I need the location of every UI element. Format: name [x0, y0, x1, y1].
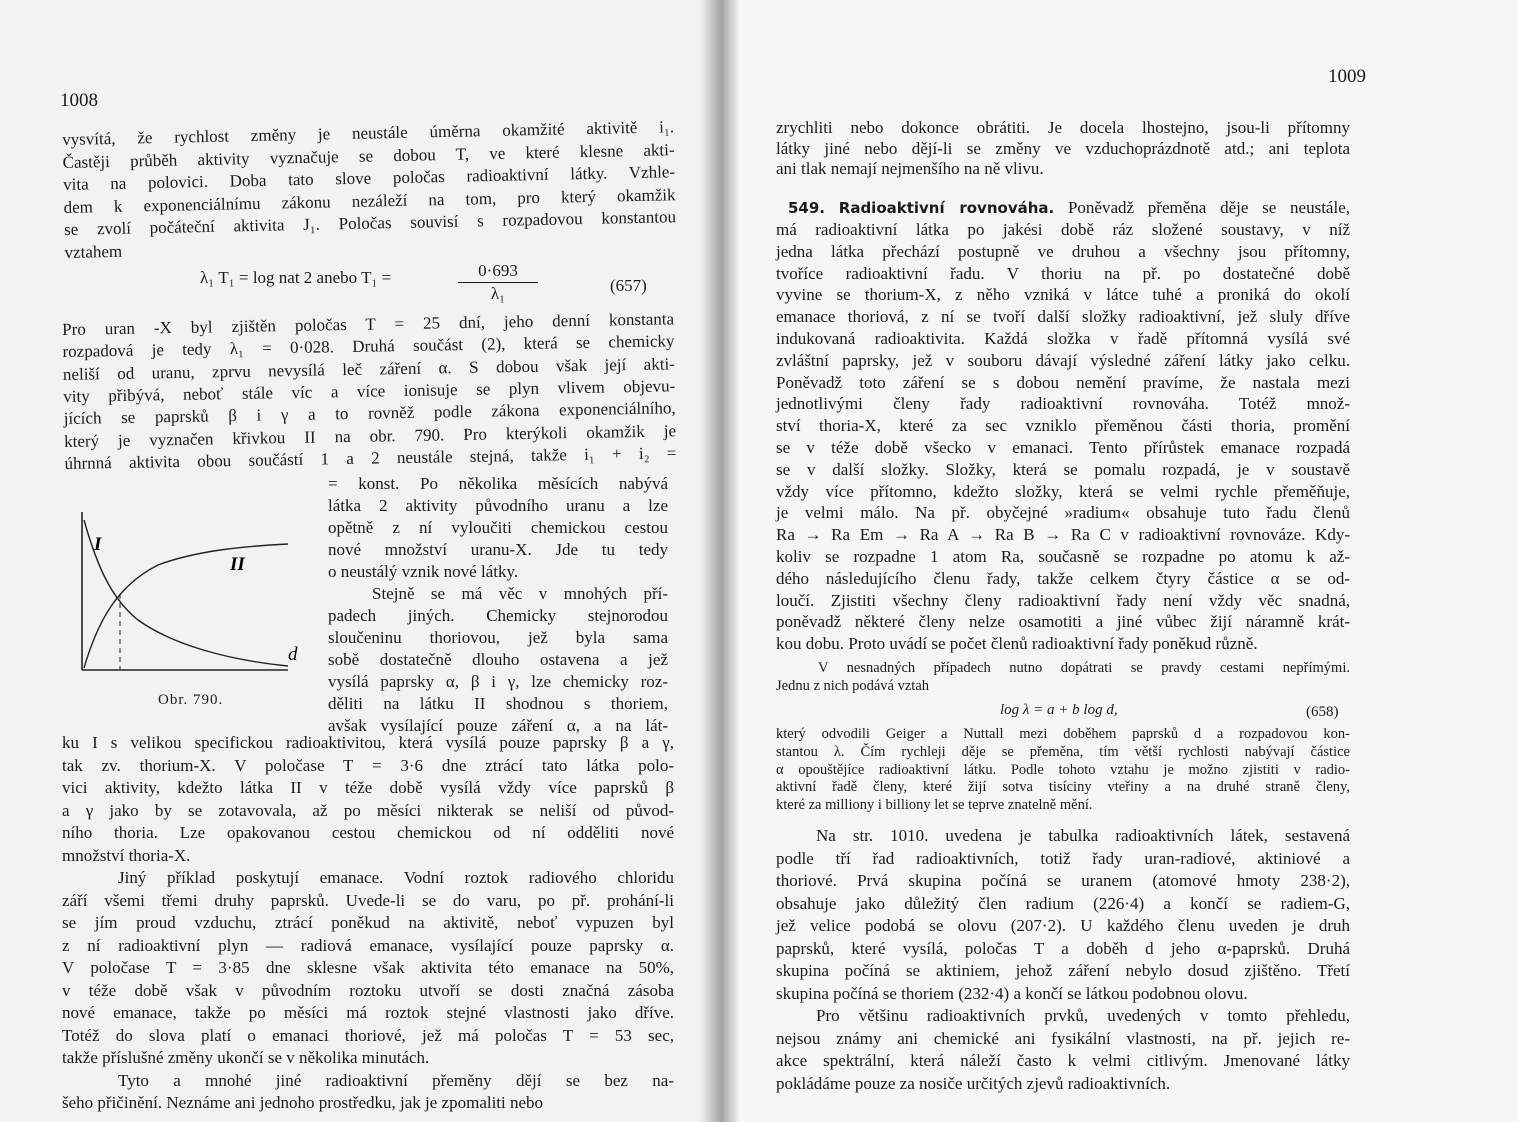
text-line: avšak vysílající pouze záření α, a na lát-	[328, 716, 668, 735]
text-line: které za milliony i billiony let se teprve znatelně mění.	[776, 797, 1093, 814]
right-page	[724, 0, 1518, 1122]
text-line: vztahem	[64, 241, 123, 262]
text-line: Poněvadž toto záření se s dobou nemění pravíme, že nastala mezi	[776, 372, 1350, 392]
text-line: akce spektrální, která náleží často k velmi citlivým. Jmenované látky	[776, 1051, 1350, 1070]
book-gutter	[700, 0, 740, 1122]
text-line: koliv se rozpadne 1 atom Ra, současně se rozpadne po atomu k až-	[776, 547, 1350, 566]
text-line: aktivní řadě členy, které žijí sotva tisíciny vteřiny a na druhé straně členy,	[776, 779, 1350, 796]
text-line: paprsků, které vysílá, poločas T a doběh d jeho α-paprsků. Druhá	[776, 938, 1350, 958]
equation-lhs: λ₁ T₁ = log nat 2 anebo T₁ =	[200, 268, 392, 287]
text-line: pokládáme pouze za nosiče určitých zjevů radioaktivních.	[776, 1073, 1171, 1093]
text-line: vyvine se thorium-X, z něho vzniká v látce tuhé a proniká do okolí	[776, 285, 1350, 305]
text-line: α opouštějíce radioaktivní látku. Podle tohoto vztahu je možno zjistiti v radio-	[776, 761, 1350, 778]
text-line: úhrnná aktivita obou součástí 1 a 2 neustále stejná, takže i₁ + i₂ =	[64, 443, 677, 473]
text-line: takže příslušné změny ukončí se v několika minutách.	[62, 1048, 430, 1067]
text-line: ani tlak nemají nejmenšího na ně vlivu.	[776, 159, 1044, 178]
text-line: zrychliti nebo dokonce obrátiti. Je docela lhostejno, jsou-li přítomny	[776, 118, 1350, 137]
text-line: tvoříce radioaktivní řadu. V thoriu na př. po dostatečné době	[776, 263, 1350, 283]
text-line: rozpadová je tedy λ₁ = 0·028. Druhá součást (2), která se chemicky	[62, 331, 675, 362]
text-line: Pro většinu radioaktivních prvků, uvedených v tomto přehledu,	[816, 1006, 1350, 1025]
text-line: opětně z ní vyloučiti chemickou cestou	[328, 518, 668, 537]
text-line: vždy více přítomno, kdežto složky, která se velmi rychle přeměňuje,	[776, 481, 1350, 501]
text-line: Stejně se má věc v mnohých pří-	[372, 584, 668, 603]
equation-numerator: 0·693	[458, 260, 538, 283]
text-line: indukovaná radioaktivita. Každá složka v řadě přítomná vysílá své	[776, 329, 1350, 348]
text-line: Tyto a mnohé jiné radioaktivní přeměny dějí se bez na-	[118, 1070, 674, 1090]
text-line: loučí. Zjistiti všechny členy radioaktivní řady není vždy věc snadná,	[776, 590, 1350, 610]
text-line: který odvodili Geiger a Nuttall mezi doběhem paprsků d a rozpadovou kon-	[776, 726, 1350, 742]
section-heading-line	[788, 198, 1350, 218]
equation-number: (657)	[610, 276, 647, 295]
text-line: ku I s velikou specifickou radioaktivitou, která vysílá pouze paprsky β a γ,	[62, 733, 674, 752]
section-title: Radioaktivní rovnováha.	[838, 199, 1055, 217]
paragraph-uran-x	[62, 309, 677, 473]
text-line: množství thoria-X.	[62, 845, 191, 865]
text-line: září všemi třemi druhy paprsků. Uvede-li se do varu, po př. prohání-li	[62, 890, 674, 910]
text-line: Jednu z nich podává vztah	[776, 678, 930, 694]
equation-denominator: λ₁	[490, 284, 506, 303]
text-line: vysvítá, že rychlost změny je neustále úměrna okamžité aktivitě i₁.	[62, 117, 675, 149]
text-line: obsahuje jako důležitý člen radium (226·4) a končí se radiem-G,	[776, 893, 1350, 913]
text-line: emanace thoriová, z ní se tvoří další složky radioaktivní, jež sluly dříve	[776, 307, 1350, 327]
text-line: ního thoria. Lze opakovanou cestou chemickou od ní odděliti nové	[62, 823, 674, 842]
text-line: V poločase T = 3·85 dne sklesne však aktivita této emanace na 50%,	[62, 958, 674, 977]
text-line: padech jiných. Chemicky stejnorodou	[328, 606, 668, 625]
text-line: se zvolí počáteční aktivita J₁. Poločas souvisí s rozpadovou konstantou	[63, 207, 677, 239]
text-line: sobě dostatečně dlouho ostavena a jež	[328, 650, 668, 669]
text-line: dého následujícího členu řady, takže celkem čtyry částice α se od-	[776, 568, 1350, 588]
label-d: d	[288, 644, 298, 665]
text-line: skupina počíná se aktiniem, jehož záření nebylo dosud zjištěno. Třetí	[776, 961, 1350, 980]
left-page	[0, 0, 724, 1122]
equation-658: log λ = a + b log d,	[1000, 702, 1118, 718]
text-line: se v další složky. Složky, která se pomalu rozpadá, je v soustavě	[776, 459, 1350, 479]
text-line: jedna látka přechází postupně ve druhou a všechny jsou přítomny,	[776, 241, 1350, 261]
label-ii: II	[230, 554, 245, 575]
text-line: dem k exponenciálnímu zákonu nezáleží na tom, pro který okamžik	[63, 184, 676, 217]
text-line: vici aktivity, kdežto látka II v téže době vysílá vždy více paprsků β	[62, 778, 674, 797]
text-line: je velmi málo. Na př. obyčejné »radium« obsahuje tuto řadu členů	[776, 503, 1350, 523]
text-line: ství thoria-X, které za sec vzniklo přeměnou části thoria, promění	[776, 416, 1350, 436]
text-line: Totéž do slova platí o emanaci thoriové, jež má poločas T = 53 sec,	[62, 1025, 674, 1045]
text-line: stantou λ. Čím rychleji děje se přeměna, tím větší rychlosti nabývají částice	[776, 743, 1350, 760]
text-line: podle tří řad radioaktivních, totiž řady uran-radiové, aktiniové a	[776, 848, 1350, 868]
text-line: Jiný příklad poskytují emanace. Vodní roztok radiového chloridu	[118, 868, 674, 887]
text-line: poněvadž některé členy nelze osamotiti a jiné vůbec žijí náramně krát-	[776, 612, 1350, 632]
text-line: nové množství uranu-X. Jde tu tedy	[328, 540, 668, 559]
text-line: vita na polovici. Doba tato slove poločas radioaktivní látky. Vzhle-	[62, 162, 676, 194]
text-line: má radioaktivní látka po jakési době ráz složené soustavy, v níž	[776, 220, 1350, 239]
text-line: skupina počíná se thoriem (232·4) a končí se látkou podobnou olovu.	[776, 983, 1248, 1003]
curve-i	[84, 520, 288, 666]
text-line: se v téže době všecko v emanaci. Tento přírůstek emanace rozpadá	[776, 438, 1350, 457]
text-line: v téže době však v původním roztoku utvoří se dosti značná zásoba	[62, 980, 674, 1000]
text-line: jednotlivými členy řady radioaktivní rovnováha. Totéž množ-	[776, 394, 1350, 414]
text-line: zvláštní paprsky, jež v souboru dávají výsledné záření látky jako celku.	[776, 350, 1350, 370]
label-i: I	[94, 534, 102, 555]
text-line: thoriové. Prvá skupina počíná se uranem (atomové hmoty 238·2),	[776, 871, 1350, 890]
section-first-line: Poněvadž přeměna děje se neustále,	[1067, 198, 1350, 217]
figure-790	[78, 510, 323, 710]
text-line: z ní radioaktivní plyn — radiová emanace, vysílající pouze paprsky α.	[62, 935, 674, 955]
decay-curves	[78, 510, 323, 710]
text-line: děliti na látku II shodnou s thoriem,	[328, 694, 668, 713]
figure-caption: Obr. 790.	[158, 692, 224, 708]
text-line: látka 2 aktivity původního uranu a lze	[328, 496, 668, 515]
text-line: jež velice podobá se olovu (207·2). U každého členu uveden je druh	[776, 916, 1350, 935]
text-line: V nesnadných případech nutno dopátrati se pravdy cestami nepřímými.	[818, 660, 1350, 676]
text-line: nejsou známy ani chemické ani fysikální vlastnosti, na př. jejich re-	[776, 1028, 1350, 1048]
equation-fraction	[458, 260, 538, 305]
text-line: = konst. Po několika měsících nabývá	[328, 474, 668, 493]
text-line: o neustálý vznik nové látky.	[328, 562, 519, 581]
text-line: Na str. 1010. uvedena je tabulka radioaktivních látek, sestavená	[816, 826, 1350, 845]
equation-658-number: (658)	[1306, 704, 1339, 720]
text-line: jících se paprsků β i γ a to rovněž podle zákona exponenciálního,	[63, 398, 676, 429]
curve-ii	[84, 544, 288, 668]
text-line: šeho přičinění. Neznáme ani jednoho prostředku, jak je zpomaliti nebo	[62, 1093, 544, 1112]
page-number: 1008	[60, 90, 98, 111]
text-line: neliší od uranu, zprvu nevysílá leč záření α. S dobou však její akti-	[62, 353, 676, 384]
text-line: se jím proud vzduchu, ztrácí poněkud na aktivitě, neboť vypuzen byl	[62, 913, 674, 932]
text-line: sloučeninu thoriovou, jež byla sama	[328, 628, 668, 647]
text-line: látky jiné nebo dějí-li se změny ve vzduchoprázdnotě atd.; ani teplota	[776, 138, 1350, 158]
paragraph-intro	[62, 117, 677, 262]
page-number: 1009	[1328, 66, 1366, 87]
text-line: Pro uran -X byl zjištěn poločas T = 25 dní, jeho denní konstanta	[62, 309, 675, 339]
text-line: a γ jako by se zotavovala, až po měsíci nikterak se neliší od původ-	[62, 800, 674, 820]
section-number: 549.	[788, 199, 826, 217]
text-line: Častěji průběh aktivity vyznačuje se dobou T, ve které klesne akti-	[62, 139, 675, 172]
text-line: kou dobu. Proto uvádí se počet členů radioaktivní řady poněkud různě.	[776, 634, 1258, 654]
text-line: vysílá paprsky α, β i γ, lze chemicky roz-	[328, 672, 668, 691]
text-line: Ra → Ra Em → Ra A → Ra B → Ra C v radioaktivní rovnováze. Kdy-	[776, 525, 1350, 545]
text-line: nové emanace, takže po měsíci má roztok stejné vlastnosti jako dříve.	[62, 1003, 674, 1022]
text-line: tak zv. thorium-X. V poločase T = 3·6 dne ztrácí tato látka polo-	[62, 755, 674, 775]
equation-657	[200, 268, 391, 288]
text-line: který je vyznačen křivkou II na obr. 790. Pro kterýkoli okamžik je	[63, 420, 677, 451]
text-line: vity přibývá, neboť stále víc a více ionisuje se plyn vlivem objevu-	[63, 376, 676, 406]
